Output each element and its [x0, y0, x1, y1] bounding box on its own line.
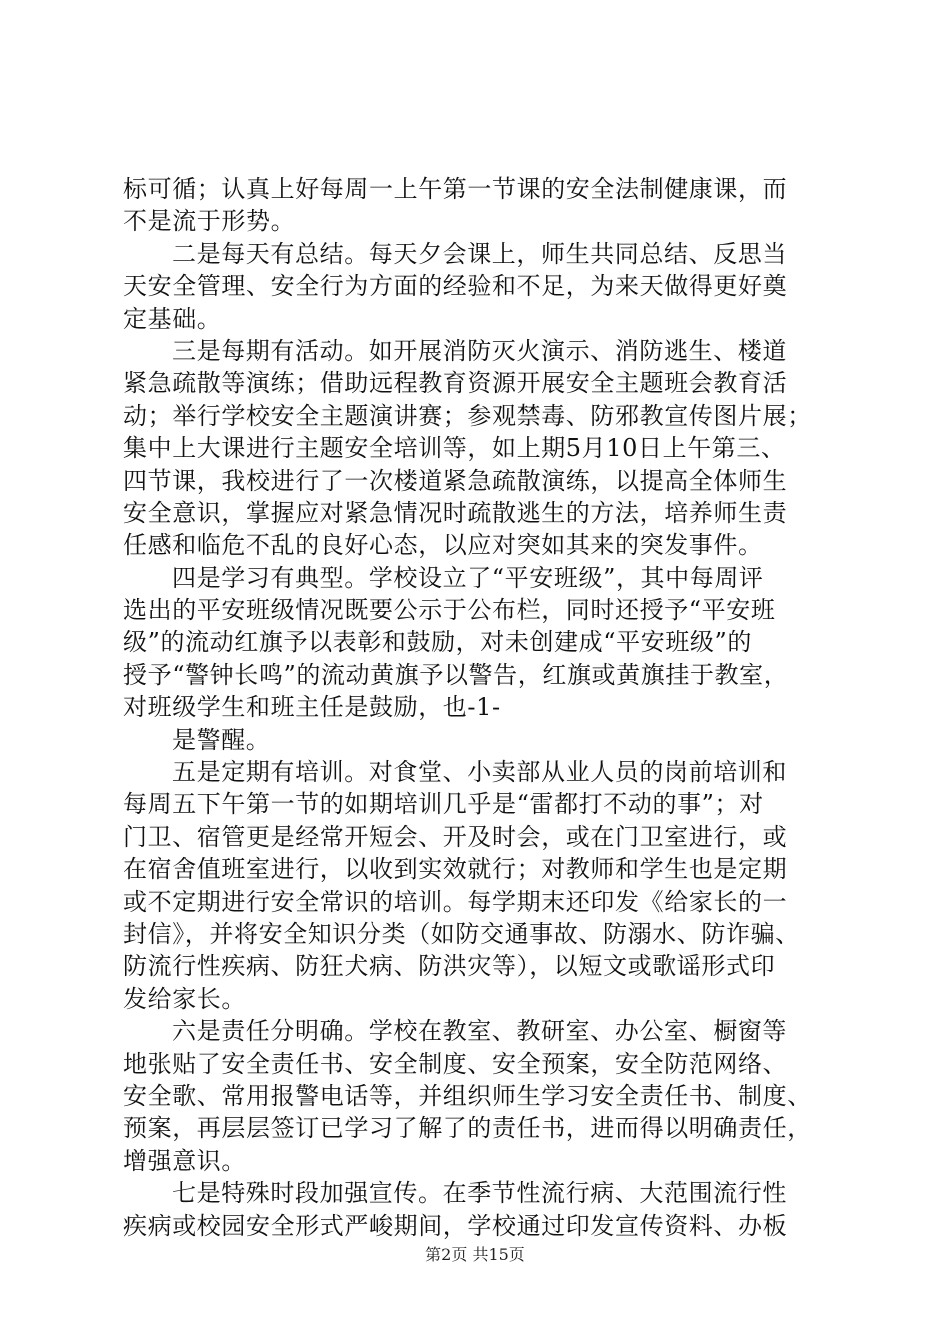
text-line: 发给家长。: [123, 984, 246, 1013]
text-line: 四是学习有典型。学校设立了“平安班级”，其中每周评: [172, 563, 764, 592]
text-line: 封信》，并将安全知识分类（如防交通事故、防溺水、防诈骗、: [123, 919, 800, 948]
page-footer: 第2页 共15页: [425, 1245, 525, 1264]
text-line: 定基础。: [123, 304, 222, 333]
document-body: [123, 173, 838, 1242]
text-line: 二是每天有总结。每天夕会课上，师生共同总结、反思当: [172, 239, 787, 268]
text-line: 级”的流动红旗予以表彰和鼓励，对未创建成“平安班级”的: [123, 628, 753, 657]
text-line: 标可循；认真上好每周一上午第一节课的安全法制健康课，而: [123, 175, 788, 203]
text-line: 疾病或校园安全形式严峻期间，学校通过印发宣传资料、办板: [123, 1211, 788, 1240]
text-line: 六是责任分明确。学校在教室、教研室、办公室、橱窗等: [172, 1017, 787, 1046]
text-line: 天安全管理、安全行为方面的经验和不足，为来天做得更好奠: [123, 272, 788, 301]
text-line: 五是定期有培训。对食堂、小卖部从业人员的岗前培训和: [172, 758, 787, 787]
text-line: 地张贴了安全责任书、安全制度、安全预案，安全防范网络、: [123, 1049, 788, 1078]
text-line: 防流行性疾病、防狂犬病、防洪灾等），以短文或歌谣形式印: [123, 952, 776, 981]
text-line: 动；举行学校安全主题演讲赛；参观禁毒、防邪教宣传图片展；: [123, 401, 812, 430]
text-line: 选出的平安班级情况既要公示于公布栏，同时还授予“平安班: [123, 596, 776, 625]
text-line: 任感和临危不乱的良好心态，以应对突如其来的突发事件。: [123, 531, 763, 560]
text-line: 增强意识。: [123, 1146, 246, 1175]
text-line: 是警醒。: [172, 725, 271, 754]
text-line: 安全歌、常用报警电话等，并组织师生学习安全责任书、制度、: [123, 1081, 812, 1110]
text-line: 在宿舍值班室进行，以收到实效就行；对教师和学生也是定期: [123, 855, 788, 884]
text-line: 紧急疏散等演练；借助远程教育资源开展安全主题班会教育活: [123, 369, 788, 398]
text-line: 每周五下午第一节的如期培训几乎是“雷都打不动的事”；对: [123, 790, 764, 819]
text-line: 预案，再层层签订已学习了解了的责任书，进而得以明确责任，: [123, 1114, 812, 1143]
text-line: 集中上大课进行主题安全培训等，如上期5月10日上午第三、: [123, 434, 786, 463]
text-line: 三是每期有活动。如开展消防灭火演示、消防逃生、楼道: [172, 336, 787, 365]
text-line: 授予“警钟长鸣”的流动黄旗予以警告，红旗或黄旗挂于教室，: [123, 660, 789, 689]
text-line: 不是流于形势。: [123, 207, 296, 236]
text-line: 对班级学生和班主任是鼓励，也-1-: [123, 693, 501, 722]
text-line: 四节课，我校进行了一次楼道紧急疏散演练，以提高全体师生: [123, 466, 788, 495]
text-line: 安全意识，掌握应对紧急情况时疏散逃生的方法，培养师生责: [123, 498, 788, 527]
text-line: 门卫、宿管更是经常开短会、开及时会，或在门卫室进行，或: [123, 822, 788, 851]
text-line: 七是特殊时段加强宣传。在季节性流行病、大范围流行性: [172, 1179, 787, 1208]
text-line: 或不定期进行安全常识的培训。每学期末还印发《给家长的一: [123, 887, 788, 916]
